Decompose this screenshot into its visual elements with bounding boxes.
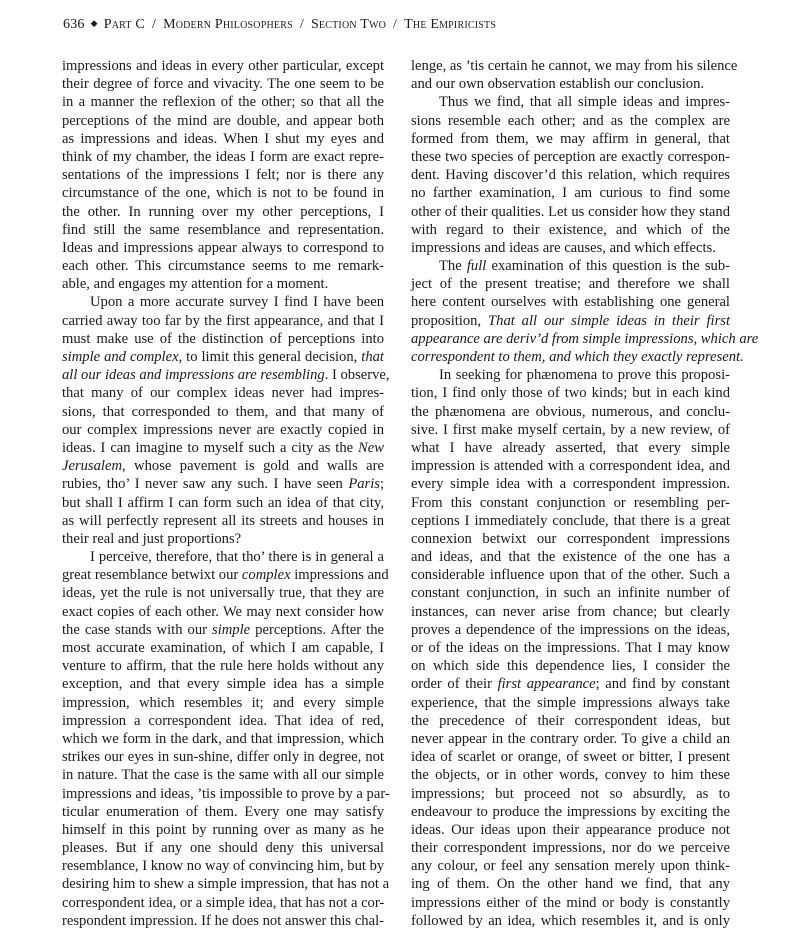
- text-line: able, and engages my attention for a moment.: [62, 276, 329, 293]
- text-line: proves a dependence of the impressions on the ideas,: [411, 621, 730, 638]
- text-line: that many of our complex ideas never had impres-: [62, 385, 384, 402]
- text-line: ing of them. On the other hand we find, that any: [411, 876, 730, 893]
- italic-text: that: [361, 349, 384, 365]
- text-run: great resemblance betwixt our: [62, 567, 242, 584]
- text-line: sive. I first make myself certain, by a new review, of: [411, 421, 730, 438]
- text-run: , to limit this general decision,: [178, 349, 362, 365]
- italic-text: complex: [241, 567, 291, 584]
- text-line: the phænomena are obvious, numerous, and conclu-: [411, 403, 730, 420]
- italic-text: Paris: [348, 476, 380, 493]
- text-run: , whose pavement is gold and walls are: [121, 458, 384, 475]
- text-line: ideas. Our ideas upon their appearance produce not: [411, 821, 730, 838]
- text-line: think of my chamber, the ideas I form are exact repre-: [62, 148, 384, 165]
- text-line: impressions; but proceed not so absurdly, as to: [411, 785, 730, 802]
- header-section-group: Modern Philosophers: [163, 17, 293, 32]
- text-line: most accurate examination, of which I am capable, I: [62, 640, 384, 656]
- running-header: [63, 17, 496, 33]
- text-line: but shall I affirm I can form such an idea of that city,: [62, 494, 384, 511]
- text-line: each other. This circumstance seems to me remark-: [62, 258, 384, 275]
- text-line: sions resemble each other; and as the complex are: [411, 112, 730, 129]
- text-line: resemblance, I know no way of convincing him, but by: [62, 858, 385, 875]
- text-line: their real and just proportions?: [62, 530, 242, 547]
- text-line: impressions either of the mind or body is constantly: [411, 894, 730, 911]
- text-line: and our own observation establish our conclusion.: [411, 76, 705, 93]
- text-run: impressions and: [290, 567, 389, 584]
- italic-text: simple and complex: [62, 349, 179, 365]
- text-run: the case stands with our: [62, 621, 213, 638]
- text-line: sentations of the impressions I felt; nor is there any: [62, 167, 384, 184]
- text-line: instances, can never arise from chance; but clearly: [411, 603, 730, 620]
- italic-text: all our ideas and impressions are resembling: [62, 367, 325, 384]
- text-line: respondent impression. If he does not answer this chal-: [62, 912, 384, 929]
- text-line: desiring him to shew a simple impression, that has not a: [62, 876, 390, 893]
- header-part: Part C: [103, 17, 145, 32]
- text-line: [411, 675, 730, 693]
- text-run: ideas. I can imagine to myself such a city as the: [62, 439, 359, 456]
- text-line: [62, 348, 384, 366]
- text-line: ceptions I immediately conclude, that there is a great: [411, 512, 730, 529]
- text-line: [411, 348, 744, 366]
- text-run: order of their: [411, 676, 498, 693]
- text-line: [62, 457, 384, 475]
- text-line: and ideas, and that the existence of the one has a: [411, 549, 730, 566]
- text-line: [411, 330, 759, 348]
- text-line: tion, I find only those of two kinds; but in each kind: [411, 385, 730, 402]
- text-line: any colour, or feel any sensation merely upon think-: [411, 858, 730, 875]
- text-line: Thus we find, that all simple ideas and impres-: [439, 94, 730, 111]
- text-line: impression a correspondent idea. That idea of red,: [62, 712, 384, 729]
- text-line: as impressions and ideas. When I shut my eyes and: [62, 130, 384, 147]
- text-line: lenge, as ’tis certain he cannot, we may from his silence: [411, 58, 738, 74]
- text-line: impression is attended with a correspondent idea, and: [411, 458, 730, 475]
- text-line: every simple idea with a correspondent impression.: [411, 476, 730, 493]
- left-text-column: [62, 57, 390, 930]
- italic-text: appearance are deriv’d from simple impressions, which are: [411, 330, 759, 347]
- text-line: impressions and ideas, ’tis impossible to prove by a par-: [62, 785, 390, 802]
- text-line: their correspondent impressions, nor do we perceive: [411, 840, 730, 857]
- text-line: In seeking for phænomena to prove this proposi-: [439, 367, 730, 384]
- text-line: which we form in the dark, and that impression, which: [62, 730, 384, 747]
- text-line: idea of scarlet or orange, of sweet or bitter, I present: [411, 749, 730, 766]
- text-line: experience, that the simple impressions always take: [411, 694, 730, 711]
- text-line: endeavour to produce the impressions by exciting the: [411, 803, 730, 820]
- text-line: [62, 475, 384, 493]
- text-line: pleases. But if any one should deny this universal: [62, 840, 384, 857]
- text-line: as will perfectly represent all its streets and houses in: [62, 512, 384, 529]
- text-line: Ideas and impressions appear always to correspond to: [62, 239, 384, 256]
- right-text-column: [411, 57, 759, 930]
- italic-text: correspondent to them, and which they exactly represent.: [411, 349, 744, 365]
- diamond-ornament-icon: ◆: [90, 18, 98, 28]
- italic-text: Jerusalem: [62, 458, 122, 475]
- text-line: followed by an idea, which resembles it, and is only: [411, 912, 730, 929]
- text-line: here content ourselves with establishing one general: [411, 294, 730, 311]
- text-line: sions, that corresponded to them, and that many of: [62, 403, 384, 420]
- text-line: in nature. That the case is the same with all our simple: [62, 767, 384, 784]
- text-line: with regard to their existence, and which of the: [411, 221, 730, 238]
- header-section: Section Two: [310, 17, 387, 32]
- text-line: himself in this point by running over as many as he: [62, 821, 384, 838]
- text-line: their degree of force and vivacity. The one seem to be: [62, 76, 384, 93]
- text-line: exception, and that every simple idea has a simple: [62, 676, 384, 693]
- text-line: perceptions of the mind are double, and appear both: [62, 112, 384, 129]
- text-run: examination of this question is the sub-: [486, 258, 730, 275]
- text-line: formed from them, we may affirm in general, that: [411, 130, 730, 147]
- header-separator: /: [151, 17, 157, 32]
- header-chapter: The Empiricists: [404, 17, 497, 32]
- text-line: our complex impressions never are exactly copied in: [62, 421, 384, 438]
- text-line: other of their qualities. Let us consider how they stand: [411, 203, 730, 220]
- text-line: impressions and ideas in every other particular, except: [62, 58, 384, 74]
- text-line: considerable influence upon that of the other. Such a: [411, 567, 730, 584]
- text-line: circumstance of the one, which is not to be found in: [62, 185, 384, 202]
- page-number: 636: [63, 17, 85, 32]
- text-run: perceptions. After the: [250, 621, 384, 638]
- text-line: constant conjunction, in such an infinite number of: [411, 585, 730, 602]
- text-line: the other. In running over my other perceptions, I: [62, 203, 384, 220]
- header-separator: /: [299, 17, 304, 32]
- header-separator: /: [393, 17, 398, 32]
- text-line: I perceive, therefore, that tho’ there is in general a: [90, 549, 384, 566]
- text-run: ;: [379, 476, 384, 493]
- text-line: or of the ideas on the impressions. That I may know: [411, 640, 730, 656]
- text-line: strikes our eyes in sun-shine, differ only in degree, not: [62, 749, 384, 766]
- text-line: never appear in the contrary order. To give a child an: [411, 730, 730, 747]
- text-run: . I observe,: [324, 367, 390, 384]
- text-line: the objects, or in other words, convey to him these: [411, 767, 730, 784]
- text-line: ideas, yet the rule is not universally true, that they are: [62, 585, 384, 602]
- text-line: [62, 366, 390, 384]
- text-line: in a manner the reflexion of the other; so that all the: [62, 94, 384, 111]
- italic-text: first appearance: [497, 676, 596, 693]
- text-line: Upon a more accurate survey I find I have been: [90, 294, 384, 311]
- text-line: connexion betwixt our correspondent impressions: [411, 530, 730, 547]
- text-line: must make use of the distinction of perceptions into: [62, 330, 384, 347]
- text-run: rubies, tho’ I never saw any such. I have seen: [62, 476, 349, 493]
- text-line: ject of the present treatise; and therefore we shall: [411, 276, 730, 293]
- text-line: carried away too far by the first appearance, and that I: [62, 312, 384, 329]
- text-run: ; and find by constant: [595, 676, 730, 693]
- text-line: [62, 566, 389, 584]
- text-line: [62, 439, 384, 457]
- text-line: on which side this dependence lies, I consider the: [411, 658, 730, 675]
- text-line: ticular enumeration of them. Every one may satisfy: [62, 803, 384, 820]
- text-line: no farther examination, I am curious to find some: [411, 185, 730, 202]
- text-run: The: [439, 258, 467, 275]
- text-line: [411, 257, 730, 275]
- text-line: these two species of perception are exactly correspon-: [411, 148, 730, 165]
- italic-text: New: [358, 439, 384, 456]
- text-line: dent. Having discover’d this relation, which requires: [411, 167, 730, 184]
- text-line: From this constant conjunction or resembling per-: [411, 494, 730, 511]
- text-line: impression, which resembles it; and every simple: [62, 694, 384, 711]
- text-line: exact copies of each other. We may next consider how: [62, 603, 384, 620]
- italic-text: simple: [212, 621, 251, 638]
- text-line: find still the same resemblance and representation.: [62, 221, 384, 238]
- italic-text: full: [466, 258, 487, 275]
- text-run: proposition,: [411, 312, 489, 329]
- italic-text: That all our simple ideas in their first: [488, 312, 731, 329]
- text-line: [62, 621, 384, 639]
- text-line: venture to affirm, that the rule here holds without any: [62, 658, 384, 675]
- text-line: impressions and ideas are causes, and which effects.: [411, 239, 716, 256]
- text-line: [411, 312, 730, 330]
- text-line: correspondent idea, or a simple idea, that has not a cor-: [62, 894, 385, 911]
- text-line: what I have already asserted, that every simple: [411, 439, 730, 456]
- text-line: the precedence of their correspondent ideas, but: [411, 712, 730, 729]
